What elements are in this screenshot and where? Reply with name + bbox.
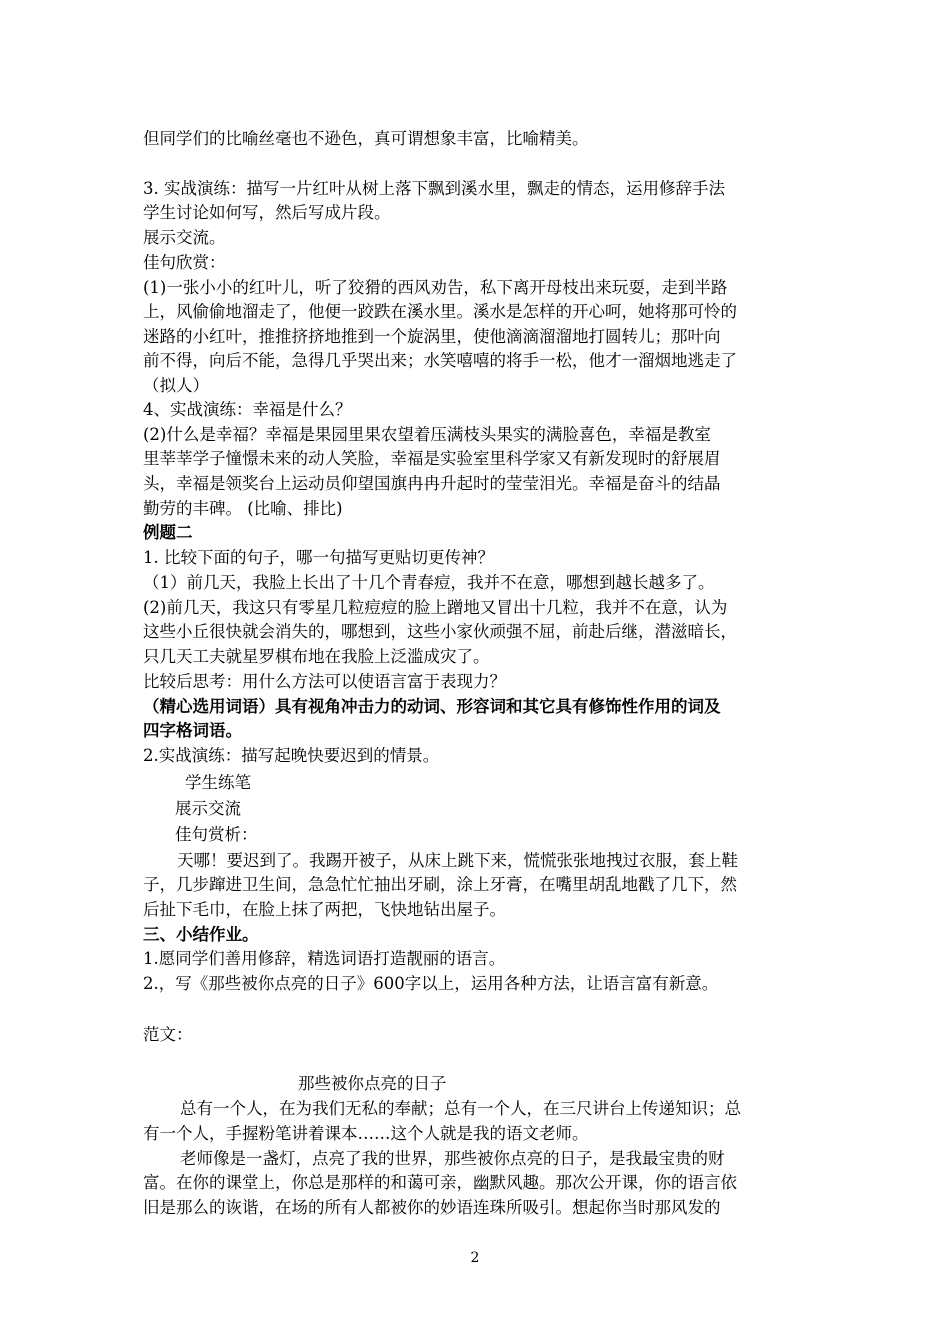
text-line: （1）前几天，我脸上长出了十几个青春痘，我并不在意，哪想到越长越多了。: [143, 573, 715, 592]
text-line: 富。在你的课堂上，你总是那样的和蔼可亲，幽默风趣。那次公开课，你的语言依: [143, 1173, 737, 1192]
text-line: 佳句欣赏：: [143, 253, 226, 272]
text-line: 4、实战演练：幸福是什么？: [143, 400, 352, 419]
text-line: 2.，写《那些被你点亮的日子》600字以上，运用各种方法，让语言富有新意。: [143, 974, 719, 993]
text-line: 勤劳的丰碑。 (比喻、排比): [143, 499, 343, 518]
text-line: 3. 实战演练：描写一片红叶从树上落下飘到溪水里，飘走的情态，运用修辞手法: [143, 179, 725, 198]
text-line: 展示交流。: [143, 228, 226, 247]
text-line: 2.实战演练：描写起晚快要迟到的情景。: [143, 746, 440, 765]
text-line: 展示交流: [175, 799, 241, 818]
text-line: 只几天工夫就星罗棋布地在我脸上泛滥成灾了。: [143, 647, 490, 666]
text-line: 子，几步蹿进卫生间，急急忙忙抽出牙刷，涂上牙膏，在嘴里胡乱地戳了几下，然: [143, 875, 737, 894]
text-line: 前不得，向后不能，急得几乎哭出来；水笑嘻嘻的将手一松，他才一溜烟地逃走了: [143, 351, 737, 370]
text-line: 老师像是一盏灯，点亮了我的世界，那些被你点亮的日子，是我最宝贵的财: [180, 1149, 725, 1168]
text-line: (2)什么是幸福？幸福是果园里果农望着压满枝头果实的满脸喜色，幸福是教室: [143, 425, 711, 444]
text-line: 比较后思考：用什么方法可以使语言富于表现力？: [143, 672, 506, 691]
text-line: 旧是那么的诙谐，在场的所有人都被你的妙语连珠所吸引。想起你当时那风发的: [143, 1198, 721, 1217]
text-line: 迷路的小红叶，推推挤挤地推到一个旋涡里，使他滴滴溜溜地打圆转儿；那叶向: [143, 327, 721, 346]
text-line: 范文：: [143, 1025, 193, 1044]
text-line: 但同学们的比喻丝毫也不逊色，真可谓想象丰富，比喻精美。: [143, 129, 589, 148]
section-heading: 三、小结作业。: [143, 925, 259, 944]
text-line: 里莘莘学子憧憬未来的动人笑脸，幸福是实验室里科学家又有新发现时的舒展眉: [143, 449, 721, 468]
text-line: 总有一个人，在为我们无私的奉献；总有一个人，在三尺讲台上传递知识；总: [180, 1099, 741, 1118]
bold-text-line: 四字格词语。: [143, 721, 242, 740]
text-line: 佳句赏析：: [175, 825, 258, 844]
text-line: 这些小丘很快就会消失的，哪想到，这些小家伙顽强不屈，前赴后继，潜滋暗长，: [143, 622, 737, 641]
essay-title: 那些被你点亮的日子: [298, 1074, 447, 1093]
section-heading: 例题二: [143, 523, 193, 542]
text-line: 1. 比较下面的句子，哪一句描写更贴切更传神？: [143, 548, 494, 567]
text-line: (1)一张小小的红叶儿，听了狡猾的西风劝告，私下离开母枝出来玩耍，走到半路: [143, 278, 728, 297]
text-line: (2)前几天，我这只有零星几粒痘痘的脸上蹭地又冒出十几粒，我并不在意，认为: [143, 598, 728, 617]
text-line: （拟人）: [143, 376, 209, 395]
text-line: 学生练笔: [185, 773, 251, 792]
text-line: 1.愿同学们善用修辞，精选词语打造靓丽的语言。: [143, 949, 506, 968]
text-line: 有一个人，手握粉笔讲着课本……这个人就是我的语文老师。: [143, 1124, 589, 1143]
text-line: 后扯下毛巾，在脸上抹了两把，飞快地钻出屋子。: [143, 900, 506, 919]
bold-text-line: （精心选用词语）具有视角冲击力的动词、形容词和其它具有修饰性作用的词及: [143, 697, 721, 716]
text-line: 头，幸福是领奖台上运动员仰望国旗冉冉升起时的莹莹泪光。幸福是奋斗的结晶: [143, 474, 721, 493]
text-line: 学生讨论如何写，然后写成片段。: [143, 203, 391, 222]
page-number: 2: [470, 1250, 480, 1266]
text-line: 上，风偷偷地溜走了，他便一跤跌在溪水里。溪水是怎样的开心呵，她将那可怜的: [143, 302, 737, 321]
text-line: 天哪！要迟到了。我踢开被子，从床上跳下来，慌慌张张地拽过衣服，套上鞋: [177, 851, 738, 870]
